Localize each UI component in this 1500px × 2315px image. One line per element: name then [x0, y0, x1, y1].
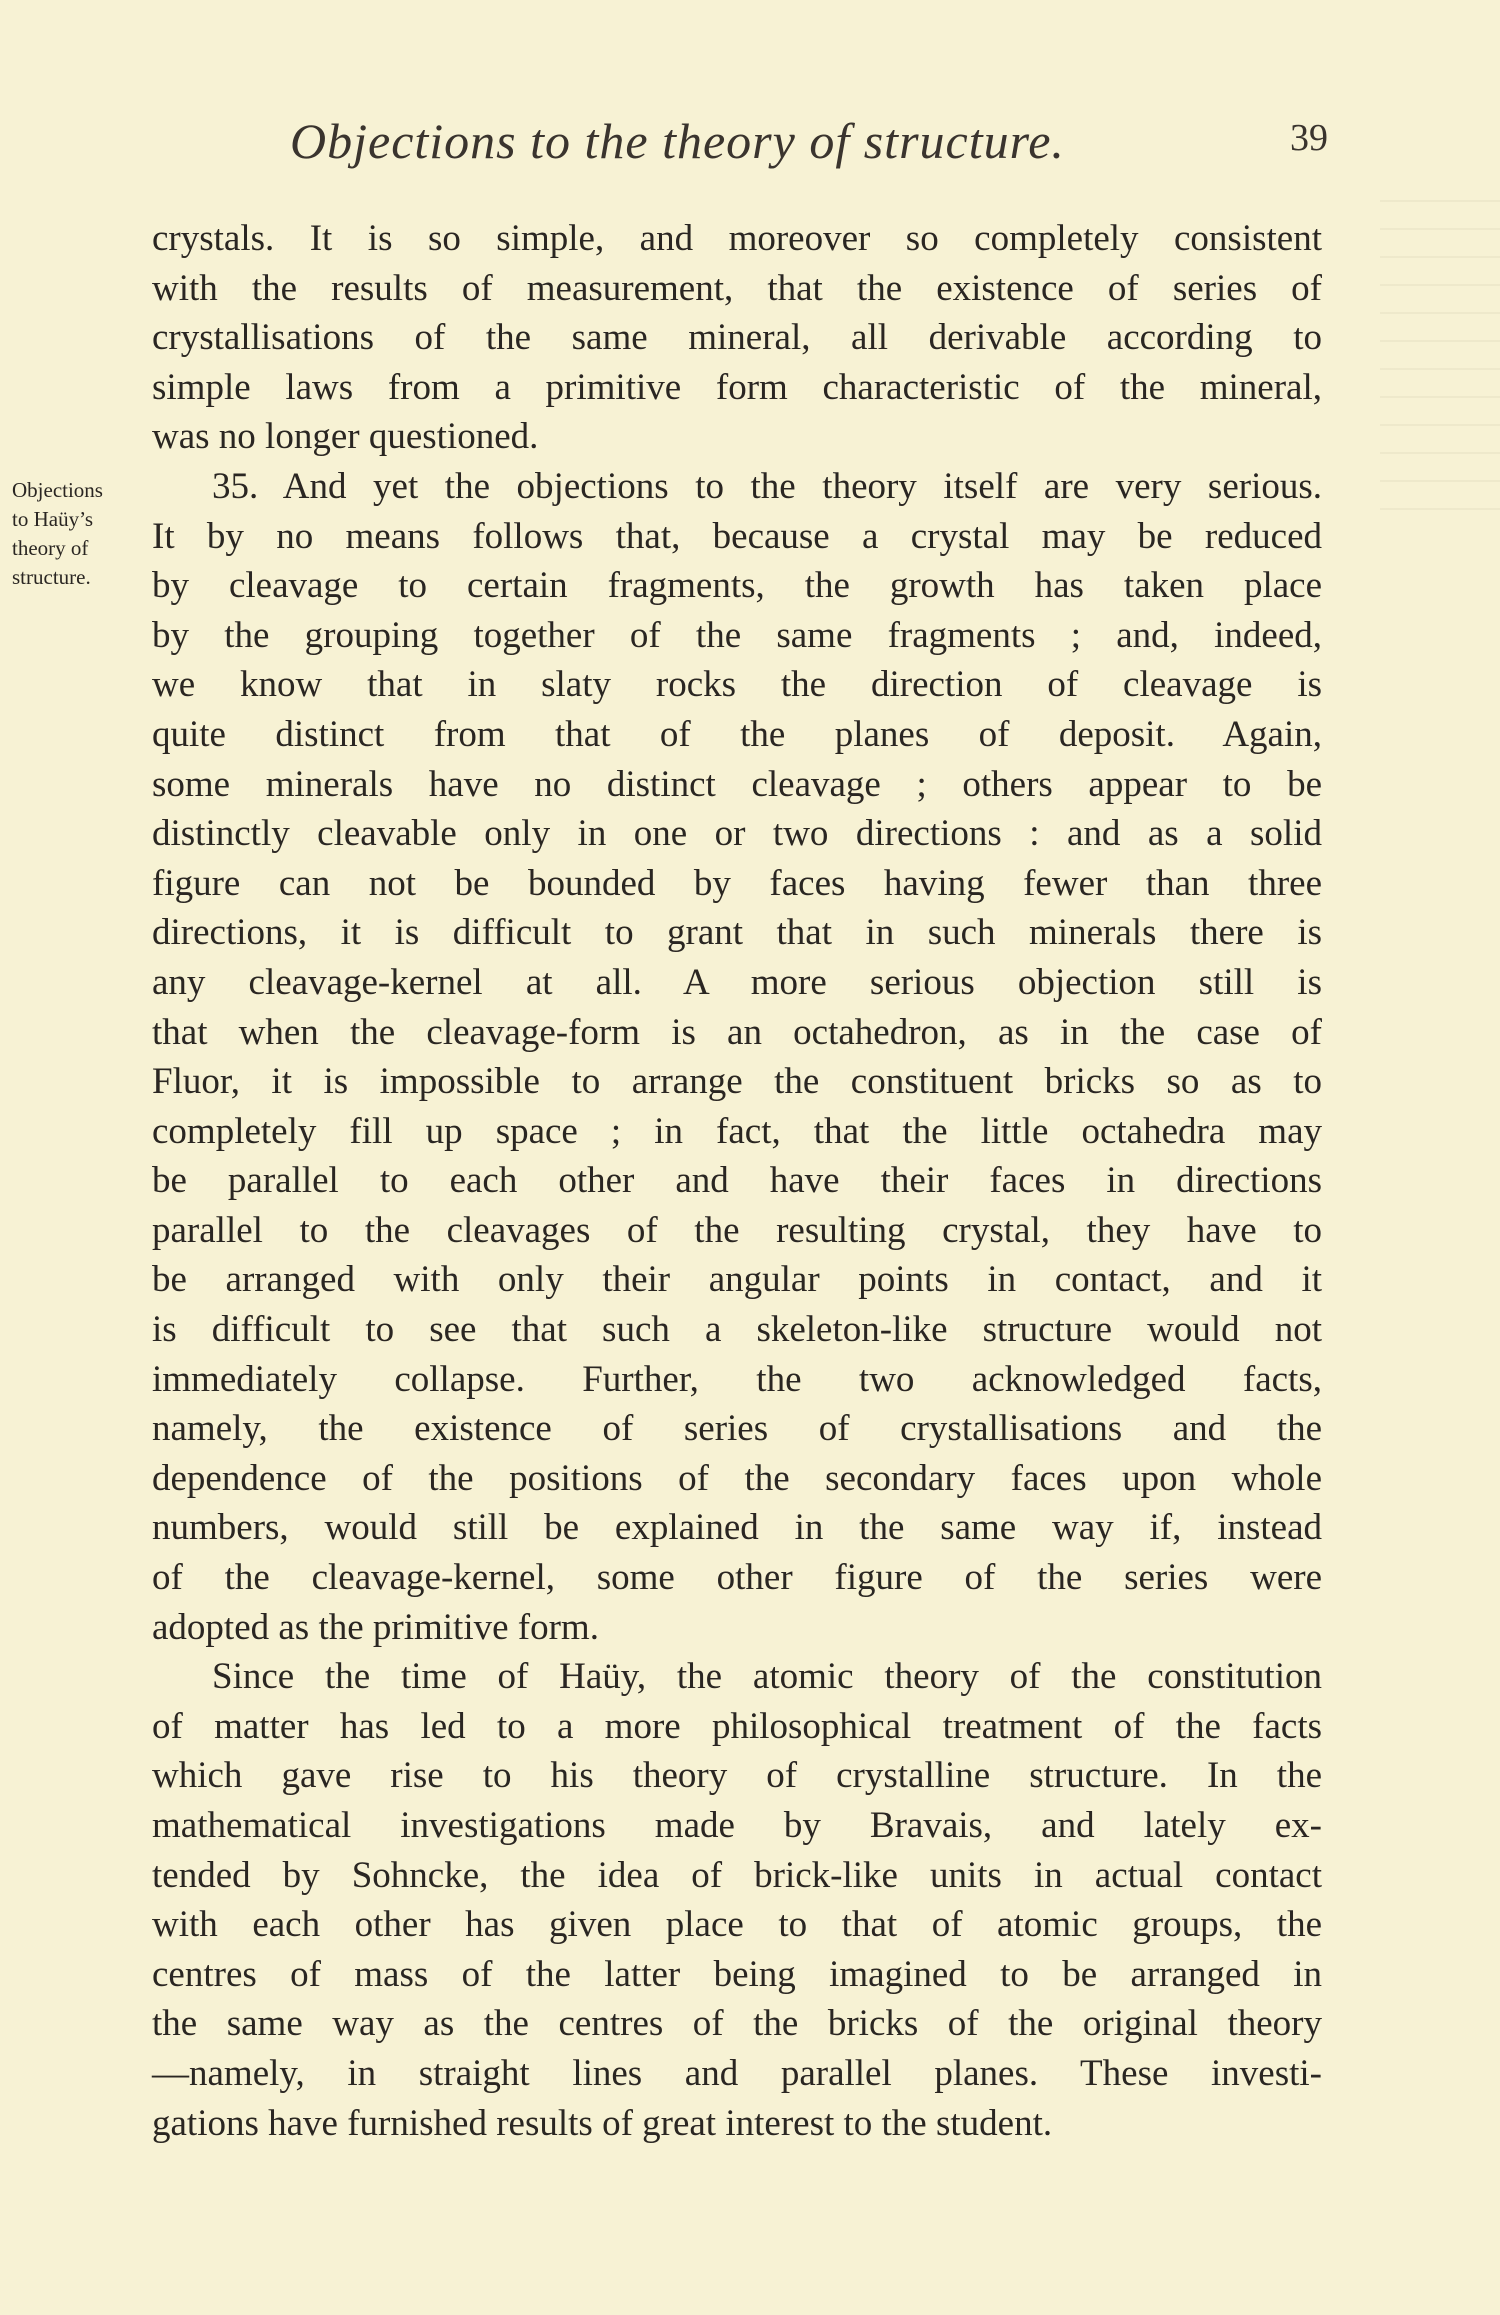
margin-note-line: to Haüy’s [12, 507, 94, 531]
text-line: quite distinct from that of the planes of deposit. Again, [152, 713, 1322, 755]
body-text [152, 214, 1322, 2148]
text-line: adopted as the primitive form. [152, 1606, 599, 1648]
text-line: crystals. It is so simple, and moreover so completely consistent [152, 218, 1322, 259]
text-line: parallel to the cleavages of the resulting crystal, they have to [152, 1209, 1322, 1251]
page-number: 39 [1290, 117, 1328, 159]
margin-note-line: structure. [12, 565, 91, 589]
text-line: was no longer questioned. [152, 416, 539, 458]
text-line: any cleavage-kernel at all. A more serious objection still is [152, 961, 1322, 1003]
text-line: the same way as the centres of the bricks of the original theory [152, 2003, 1322, 2045]
paragraph-start: Since the time of Haüy, the atomic theory of the constitution [212, 1656, 1322, 1698]
text-line: crystallisations of the same mineral, all derivable according to [152, 317, 1322, 359]
text-line: be arranged with only their angular points in contact, and it [152, 1259, 1322, 1301]
text-line: directions, it is difficult to grant that in such minerals there is [152, 912, 1322, 954]
text-line: with the results of measurement, that the existence of series of [152, 267, 1322, 309]
text-line: immediately collapse. Further, the two acknowledged facts, [152, 1358, 1322, 1400]
text-line: It by no means follows that, because a crystal may be reduced [152, 515, 1322, 557]
paragraph-35-start: 35. And yet the objections to the theory itself are very serious. [212, 465, 1322, 507]
text-line: which gave rise to his theory of crystalline structure. In the [152, 1755, 1322, 1797]
text-line: figure can not be bounded by faces having fewer than three [152, 862, 1322, 904]
text-line: some minerals have no distinct cleavage ; others appear to be [152, 763, 1322, 805]
text-line: with each other has given place to that of atomic groups, the [152, 1904, 1322, 1946]
text-line: we know that in slaty rocks the direction of cleavage is [152, 664, 1322, 706]
text-line: simple laws from a primitive form characteristic of the mineral, [152, 366, 1322, 408]
page-header [170, 112, 1328, 182]
text-line: mathematical investigations made by Bravais, and lately ex- [152, 1805, 1322, 1846]
text-line: dependence of the positions of the secondary faces upon whole [152, 1457, 1322, 1499]
text-line: namely, the existence of series of crystallisations and the [152, 1408, 1322, 1450]
text-line: centres of mass of the latter being imagined to be arranged in [152, 1953, 1322, 1995]
text-line: of matter has led to a more philosophical treatment of the facts [152, 1705, 1322, 1747]
margin-note-line: theory of [12, 536, 89, 560]
margin-note-line: Objections [12, 478, 103, 502]
text-line: is difficult to see that such a skeleton-like structure would not [152, 1309, 1322, 1351]
text-line: distinctly cleavable only in one or two directions : and as a solid [152, 813, 1322, 855]
text-line: be parallel to each other and have their faces in directions [152, 1160, 1322, 1202]
text-line: —namely, in straight lines and parallel planes. These investi- [152, 2052, 1322, 2094]
text-line: numbers, would still be explained in the same way if, instead [152, 1507, 1322, 1549]
text-line: completely fill up space ; in fact, that the little octahedra may [152, 1110, 1322, 1152]
text-line: Fluor, it is impossible to arrange the constituent bricks so as to [152, 1061, 1322, 1103]
text-line: of the cleavage-kernel, some other figure of the series were [152, 1557, 1322, 1599]
show-through-text [1380, 200, 1500, 520]
text-line: tended by Sohncke, the idea of brick-like units in actual contact [152, 1854, 1322, 1896]
text-line: by cleavage to certain fragments, the growth has taken place [152, 565, 1322, 607]
running-title: Objections to the theory of structure. [290, 113, 1065, 169]
text-line: that when the cleavage-form is an octahedron, as in the case of [152, 1011, 1322, 1053]
text-line: by the grouping together of the same fragments ; and, indeed, [152, 614, 1322, 656]
text-line: gations have furnished results of great interest to the student. [152, 2102, 1053, 2144]
